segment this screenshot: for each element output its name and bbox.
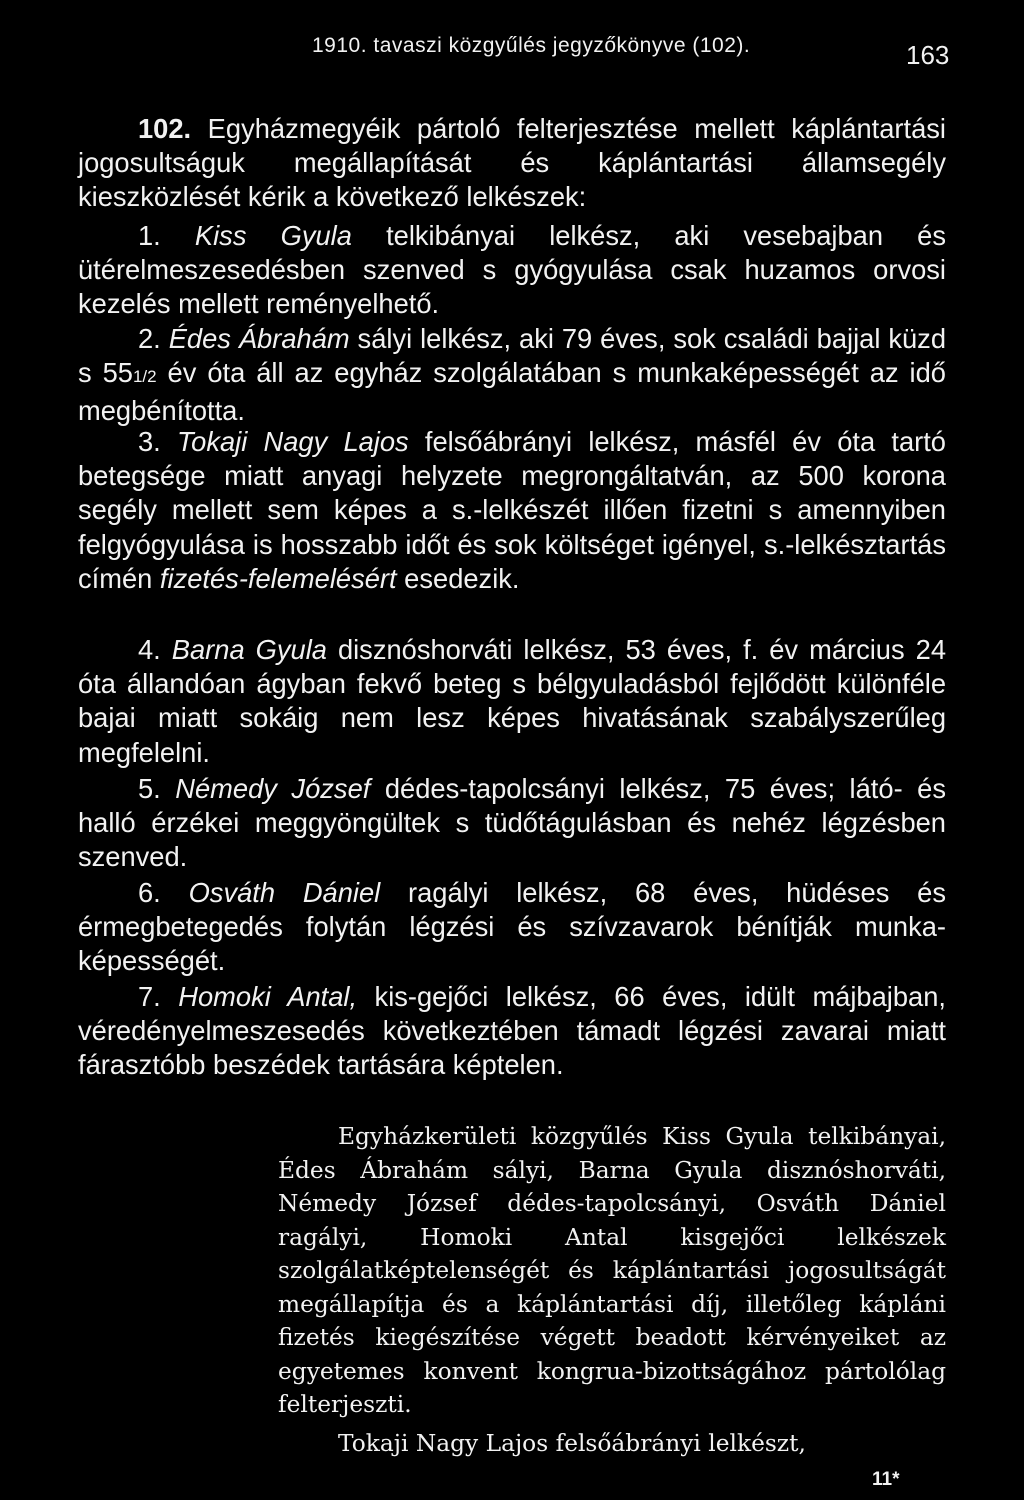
running-title: 1910. tavaszi közgyűlés jegyzőkönyve (102). bbox=[312, 34, 751, 57]
pastor-name: Tokaji Nagy Lajos bbox=[176, 426, 409, 457]
pastor-name: Némedy József bbox=[175, 773, 371, 804]
item-text: disznóshorváti lelkész, 53 éves, f. év március 24 óta állandóan ágyban fekvő beteg s bélgyuladásból fejlődött különféle bajai miatt sokáig nem lesz képes hivatásának szabályszerűleg megfelelni. bbox=[78, 634, 946, 768]
item-text: telkibányai lelkész, aki vesebajban és ütérelmeszesedésben szenved s gyógyulása csak huzamos orvosi kezelés mellett reményelhető. bbox=[78, 220, 946, 320]
item-text: dédes-tapolcsányi lelkész, 75 éves; látó- és halló érzékei meggyöngültek s tüdőtágulásban és nehéz légzésben szenved. bbox=[78, 773, 946, 873]
item-number: 3. bbox=[138, 426, 177, 457]
section-102-intro bbox=[78, 112, 946, 215]
list-item bbox=[78, 772, 946, 875]
item-number: 2. bbox=[138, 323, 169, 354]
resolution-paragraph: Egyházkerületi közgyűlés Kiss Gyula telkibányai, Édes Ábrahám sályi, Barna Gyula disznóshorváti, Némedy József dédes-tapolcsányi, Osváth Dániel ragályi, Homoki Antal kisgejőci lelkészek szolgálatképtelenségét és káplántartási jogosultságát megállapítja és a káplántartási díj, illetőleg kápláni fizetés kiegészítése végett beadott kérvényeiket az egyetemes konvent kongrua-bizottságához pártolólag felterjeszti. bbox=[278, 1123, 946, 1418]
fraction: 1/2 bbox=[132, 367, 157, 387]
sheet-signature: 11* bbox=[872, 1469, 900, 1490]
list-item bbox=[78, 980, 946, 1083]
list-item bbox=[78, 425, 946, 596]
item-text: év óta áll az egyház szolgálatában s munkaképességét az idő megbénította. bbox=[78, 357, 946, 427]
running-head bbox=[0, 22, 1024, 70]
item-text: ragályi lelkész, 68 éves, hüdéses és érmegbetegedés folytán légzési és szívzavarok bénítják munkaképességét. bbox=[78, 877, 946, 977]
item-number: 7. bbox=[138, 981, 179, 1012]
item-number: 4. bbox=[138, 634, 172, 665]
resolution-continuation: Tokaji Nagy Lajos felsőábrányi lelkészt, bbox=[338, 1430, 806, 1457]
item-number: 6. bbox=[138, 877, 189, 908]
item-text: esedezik. bbox=[396, 562, 520, 594]
pastor-name: Édes Ábrahám bbox=[168, 323, 350, 354]
list-item bbox=[78, 322, 946, 429]
item-text: felsőábrányi lelkész, másfél év óta tartó betegsége miatt anyagi helyzete megrongáltatván, az 500 korona segély mellett sem képes a s.-lelkészét illően fizetni s amennyiben felgyógyulása is hosszabb időt és sok költséget igényel, s.-lelkésztartás címén bbox=[78, 426, 946, 594]
item-text: sályi lelkész, aki 79 éves, sok családi bajjal küzd s 55 bbox=[78, 323, 946, 389]
intro-text: Egyházmegyéik pártoló felterjesztése mellett káplántartási jogosultságuk megállapítását és káplántartási államsegély kieszközlését kérik a következő lelkészek: bbox=[78, 113, 946, 213]
item-number: 5. bbox=[138, 773, 176, 804]
emphasized-term: fizetés-felemelésért bbox=[159, 562, 397, 594]
list-item bbox=[78, 633, 946, 770]
list-item bbox=[78, 876, 946, 979]
pastor-name: Homoki Antal, bbox=[178, 981, 358, 1012]
pastor-name: Osváth Dániel bbox=[188, 877, 381, 908]
section-number: 102. bbox=[138, 113, 192, 144]
pastor-name: Barna Gyula bbox=[171, 634, 327, 665]
list-item bbox=[78, 219, 946, 322]
page-number: 163 bbox=[906, 40, 950, 70]
pastor-name: Kiss Gyula bbox=[194, 220, 352, 251]
item-number: 1. bbox=[138, 220, 195, 251]
item-text: kis-gejőci lelkész, 66 éves, idült májbajban, véredényelmeszesedés következtében támadt légzési zavarai miatt fárasztóbb beszédek tartására képtelen. bbox=[78, 981, 946, 1081]
